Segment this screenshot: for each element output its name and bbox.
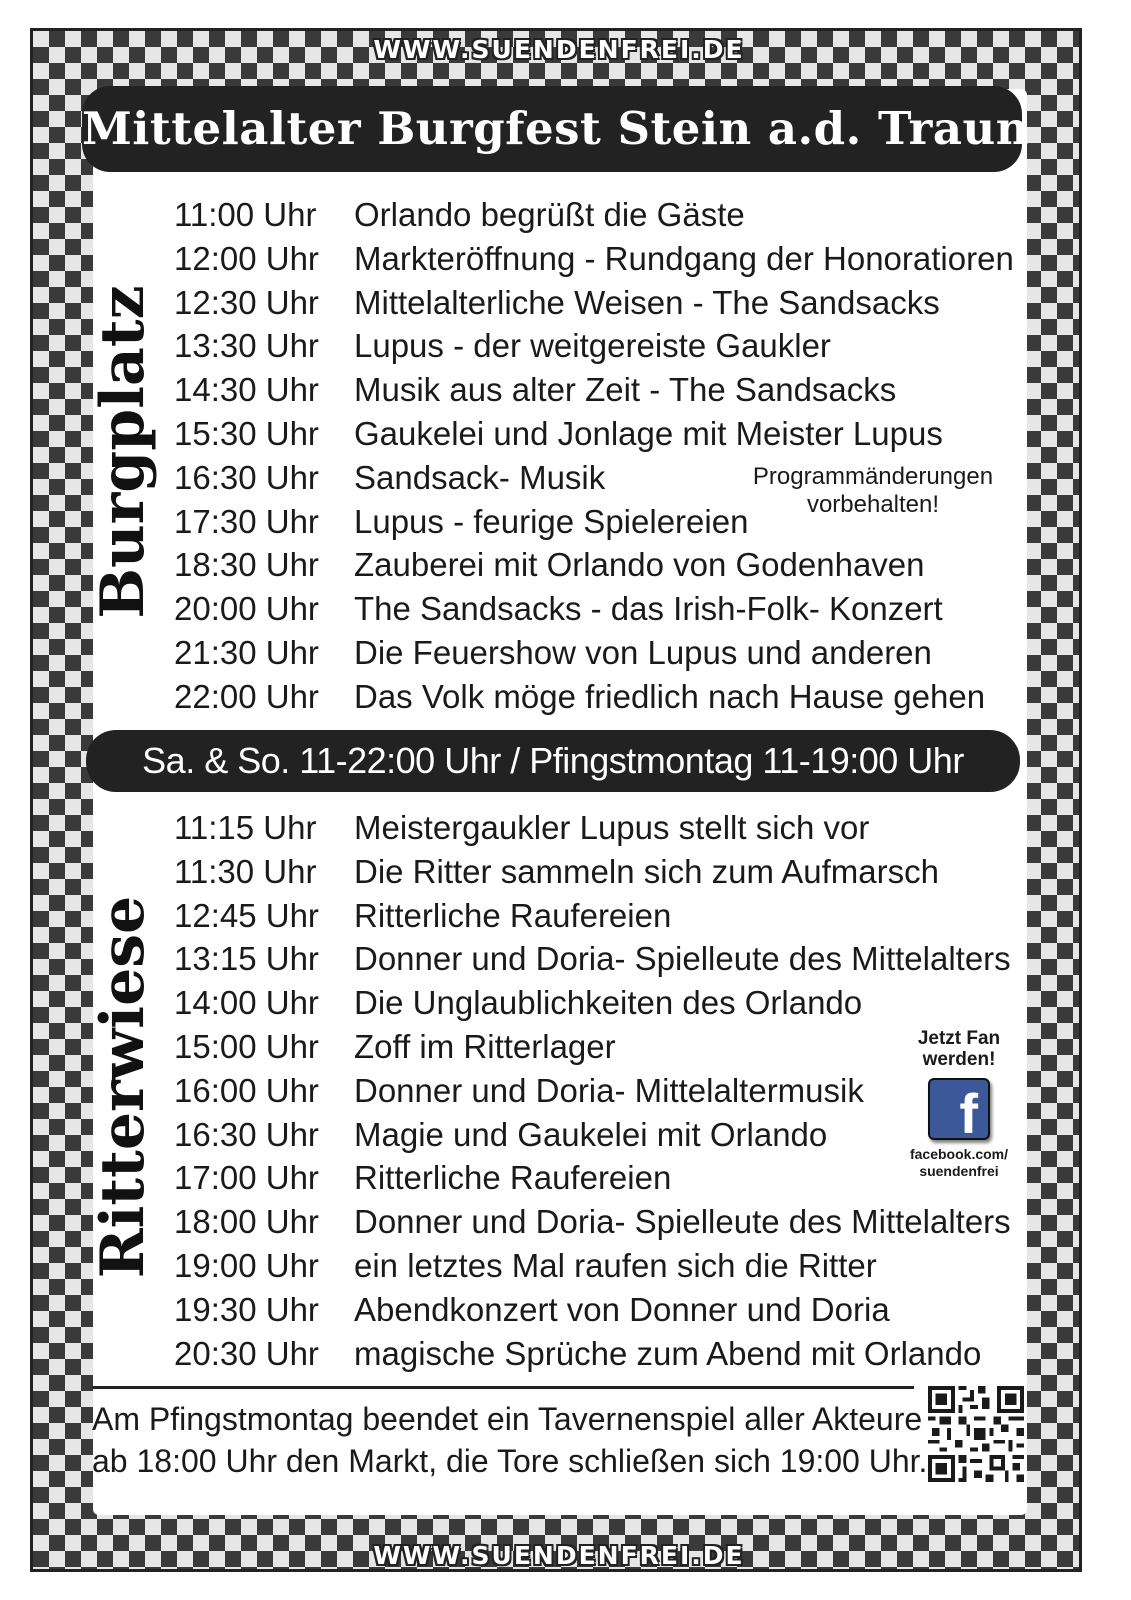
facebook-fan-line-2: werden! [922,1049,996,1070]
event-title: Ritterliche Raufereien [354,1159,672,1197]
schedule-row [174,324,1034,368]
event-title: Das Volk möge friedlich nach Hause gehen [354,677,986,715]
event-title: Die Ritter sammeln sich zum Aufmarsch [354,852,939,890]
schedule-row [174,281,1034,325]
event-time: 21:30 Uhr [174,633,319,671]
event-title: Ritterliche Raufereien [354,896,672,934]
program-changes-line-1: Programmänderungen [752,463,994,490]
event-title: Magie und Gaukelei mit Orlando [354,1115,828,1153]
event-title: Die Feuershow von Lupus und anderen [354,633,932,671]
event-time: 14:30 Uhr [174,371,319,409]
event-time: 20:00 Uhr [174,590,319,628]
event-time: 19:00 Uhr [174,1246,319,1284]
footer-line-2: ab 18:00 Uhr den Markt, die Tore schließen sich 19:00 Uhr. [92,1443,928,1479]
schedule-row [174,631,1034,675]
event-time: 17:30 Uhr [174,502,319,540]
title-banner: Mittelalter Burgfest Stein a.d. Traun [82,86,1022,172]
schedule-row [174,981,1034,1025]
footer-note [92,1398,932,1482]
schedule-row [174,806,1034,850]
opening-hours-banner: Sa. & So. 11-22:00 Uhr / Pfingstmontag 11-19:00 Uhr [86,730,1020,792]
facebook-url-line-2: suendenfrei [919,1163,999,1179]
schedule-row [174,894,1034,938]
schedule-row [174,412,1034,456]
event-time: 16:00 Uhr [174,1071,319,1109]
program-changes-note [728,463,1018,519]
schedule-row [174,543,1034,587]
event-title: Gaukelei und Jonlage mit Meister Lupus [354,414,943,452]
schedule-row [174,193,1034,237]
event-title: Donner und Doria- Spielleute des Mittelalters [354,1203,1011,1241]
event-title: The Sandsacks - das Irish-Folk- Konzert [354,590,943,628]
facebook-fan-line-1: Jetzt Fan [917,1028,1001,1049]
schedule-row [174,368,1034,412]
section-label-ritterwiese-text: Ritterwiese [88,895,158,1279]
event-title: ein letztes Mal raufen sich die Ritter [354,1246,877,1284]
footer-divider [92,1386,914,1389]
event-time: 12:00 Uhr [174,239,319,277]
event-time: 19:30 Uhr [174,1290,319,1328]
event-time: 11:30 Uhr [174,852,317,890]
qr-code-icon[interactable] [928,1386,1024,1482]
event-time: 12:30 Uhr [174,283,319,321]
event-title: Sandsack- Musik [354,458,606,496]
event-title: Lupus - der weitgereiste Gaukler [354,327,831,365]
event-title: Lupus - feurige Spielereien [354,502,749,540]
event-time: 13:30 Uhr [174,327,319,365]
facebook-icon-glyph: f [959,1082,978,1145]
event-time: 18:00 Uhr [174,1203,319,1241]
event-title: Markteröffnung - Rundgang der Honoratioren [354,239,1014,277]
event-title: Die Unglaublichkeiten des Orlando [354,984,863,1022]
schedule-row [174,1332,1034,1376]
schedule-row [174,237,1034,281]
event-time: 12:45 Uhr [174,896,319,934]
event-title: Mittelalterliche Weisen - The Sandsacks [354,283,940,321]
event-time: 15:00 Uhr [174,1027,319,1065]
event-time: 20:30 Uhr [174,1334,319,1372]
event-title: Musik aus alter Zeit - The Sandsacks [354,371,897,409]
event-time: 13:15 Uhr [174,940,319,978]
event-time: 15:30 Uhr [174,414,319,452]
event-title: Zoff im Ritterlager [354,1027,616,1065]
event-time: 22:00 Uhr [174,677,319,715]
schedule-row [174,1244,1034,1288]
website-footer[interactable]: WWW.SUENDENFREI.DE [373,1541,745,1570]
footer-line-1: Am Pfingstmontag beendet ein Tavernenspiel aller Akteure [92,1401,923,1437]
event-title: Abendkonzert von Donner und Doria [354,1290,890,1328]
facebook-fan-block [900,1028,1018,1180]
event-title: Zauberei mit Orlando von Godenhaven [354,546,925,584]
event-title: Donner und Doria- Mittelaltermusik [354,1071,864,1109]
event-time: 17:00 Uhr [174,1159,319,1197]
schedule-row [174,937,1034,981]
schedule-row [174,850,1034,894]
event-title: Orlando begrüßt die Gäste [354,196,745,233]
facebook-url-line-1: facebook.com/ [909,1146,1009,1162]
facebook-icon[interactable] [928,1078,990,1145]
schedule-row [174,675,1034,719]
event-time: 14:00 Uhr [174,984,319,1022]
event-title: Donner und Doria- Spielleute des Mittelalters [354,940,1011,978]
program-changes-line-2: vorbehalten! [806,491,940,518]
facebook-url[interactable] [900,1146,1018,1180]
event-time: 16:30 Uhr [174,1115,319,1153]
event-title: Meistergaukler Lupus stellt sich vor [354,809,870,846]
burgplatz-schedule [174,193,1034,719]
event-time: 16:30 Uhr [174,458,319,496]
section-label-burgplatz-text: Burgplatz [88,285,158,619]
event-title: magische Sprüche zum Abend mit Orlando [354,1334,982,1372]
schedule-row [174,1288,1034,1332]
event-time: 11:15 Uhr [174,809,317,846]
schedule-row [174,1200,1034,1244]
event-time: 11:00 Uhr [174,196,317,233]
website-header[interactable]: WWW.SUENDENFREI.DE [373,35,745,64]
schedule-row [174,587,1034,631]
facebook-fan-label [900,1028,1018,1070]
event-time: 18:30 Uhr [174,546,319,584]
